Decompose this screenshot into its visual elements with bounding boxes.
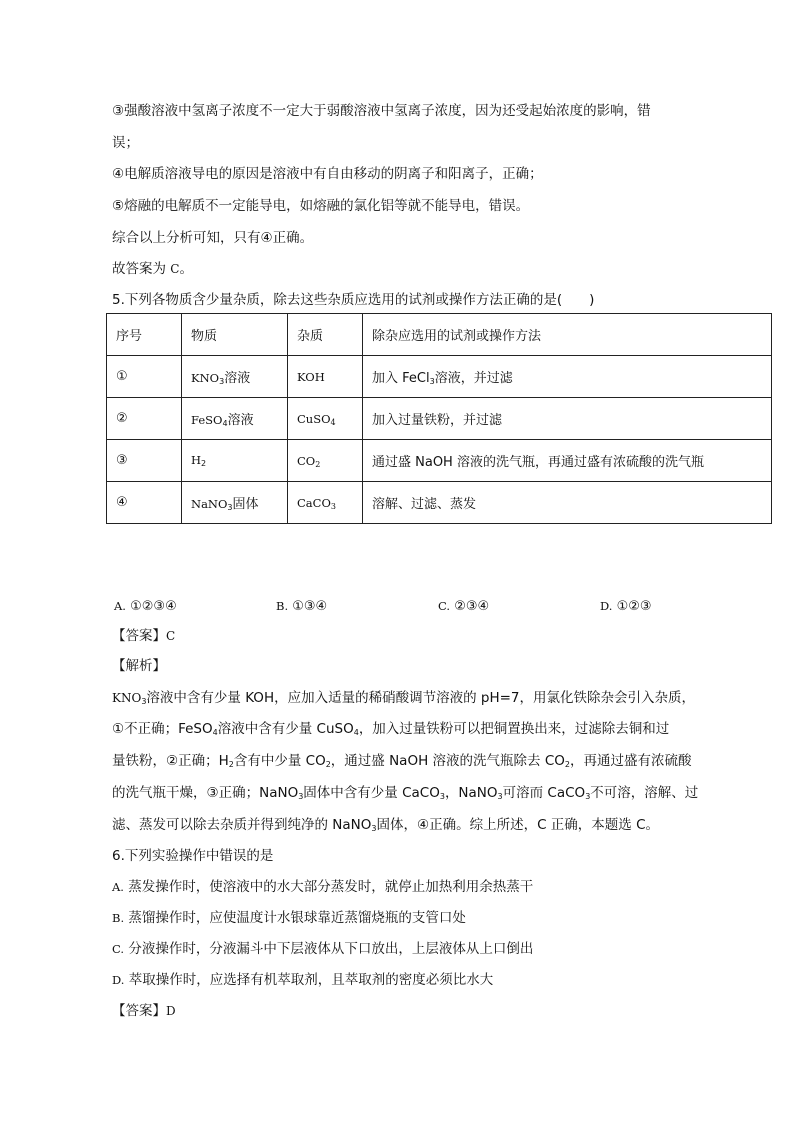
table-row bbox=[107, 482, 772, 524]
row-number: ② bbox=[107, 398, 182, 440]
option-a bbox=[114, 596, 177, 617]
question-6-option-b bbox=[112, 908, 466, 928]
option-c bbox=[438, 596, 489, 617]
row-number: ③ bbox=[107, 440, 182, 482]
impurity-formula: KOH bbox=[297, 369, 325, 384]
question-5-stem: 5.下列各物质含少量杂质，除去这些杂质应选用的试剂或操作方法正确的是( ) bbox=[112, 292, 595, 308]
row-impurity bbox=[288, 440, 363, 482]
option-letter: C. bbox=[112, 942, 125, 956]
row-substance bbox=[182, 398, 288, 440]
substance-formula: FeSO bbox=[191, 413, 223, 427]
analysis-line-3 bbox=[112, 751, 691, 771]
analysis-text: 滤、蒸发可以除去杂质并得到纯净的 NaNO bbox=[112, 817, 372, 833]
row-substance bbox=[182, 356, 288, 398]
analysis-text: 固体中含有少量 CaCO bbox=[303, 785, 440, 801]
subscript: 4 bbox=[212, 728, 218, 737]
answer-value: D bbox=[166, 1004, 176, 1018]
subscript: 3 bbox=[585, 792, 591, 801]
answer-suffix: 。 bbox=[179, 261, 193, 277]
impurity-subscript: 3 bbox=[330, 501, 336, 511]
analysis-text: ，NaNO bbox=[444, 785, 498, 801]
subscript: 2 bbox=[325, 760, 331, 769]
analysis-text: 可溶而 CaCO bbox=[502, 785, 586, 801]
analysis-line-2 bbox=[112, 719, 669, 739]
table-header-row bbox=[107, 314, 772, 356]
method-text: 溶解、过滤、蒸发 bbox=[372, 497, 477, 512]
analysis-text: ①不正确；FeSO bbox=[112, 721, 213, 737]
analysis-text: ，通过盛 NaOH 溶液的洗气瓶除去 CO bbox=[330, 753, 565, 769]
question-6-stem: 6.下列实验操作中错误的是 bbox=[112, 848, 274, 864]
row-impurity bbox=[288, 356, 363, 398]
impurity-formula: CO bbox=[297, 453, 316, 468]
option-text: ①②③ bbox=[616, 599, 652, 614]
analysis-text: 不可溶，溶解、过 bbox=[590, 785, 699, 801]
analysis-line-4 bbox=[112, 783, 698, 803]
table-row bbox=[107, 440, 772, 482]
analysis-text: 固体，④正确。综上所述，C 正确，本题选 C。 bbox=[376, 817, 660, 833]
option-text: 蒸馏操作时，应使温度计水银球靠近蒸馏烧瓶的支管口处 bbox=[128, 910, 466, 926]
answer-line bbox=[112, 259, 193, 279]
subscript: 2 bbox=[228, 760, 234, 769]
method-text: 加入过量铁粉，并过滤 bbox=[372, 413, 503, 428]
subscript: 3 bbox=[439, 792, 445, 801]
impurity-formula: CuSO bbox=[297, 411, 331, 426]
subscript: 2 bbox=[564, 760, 570, 769]
analysis-line-5 bbox=[112, 815, 659, 835]
method-text: 通过盛 NaOH 溶液的洗气瓶，再通过盛有浓硫酸的洗气瓶 bbox=[372, 455, 704, 470]
analysis-text: 的洗气瓶干燥，③正确；NaNO bbox=[112, 785, 299, 801]
substance-formula: H bbox=[191, 453, 202, 467]
explanation-line-4: ④电解质溶液导电的原因是溶液中有自由移动的阴离子和阳离子，正确； bbox=[112, 166, 543, 182]
option-text: 萃取操作时，应选择有机萃取剂，且萃取剂的密度必须比水大 bbox=[128, 972, 494, 988]
option-b bbox=[276, 596, 327, 617]
question-6-option-c bbox=[112, 939, 533, 959]
row-method bbox=[363, 482, 772, 524]
formula: KNO bbox=[112, 691, 142, 705]
answer-value: C bbox=[166, 629, 176, 643]
substance-tail: 溶液 bbox=[224, 371, 251, 386]
option-letter: B. bbox=[112, 911, 125, 925]
header-substance: 物质 bbox=[182, 314, 288, 356]
method-text-tail: 溶液，并过滤 bbox=[434, 371, 513, 386]
option-letter: A. bbox=[112, 880, 124, 894]
question-5-answer bbox=[112, 626, 175, 646]
analysis-text: ，再通过盛有浓硫酸 bbox=[569, 753, 692, 769]
question-5-table bbox=[106, 313, 772, 524]
substance-formula: NaNO bbox=[191, 497, 228, 511]
option-text: 分液操作时，分液漏斗中下层液体从下口放出，上层液体从上口倒出 bbox=[128, 941, 534, 957]
option-letter: B. bbox=[276, 599, 289, 613]
substance-subscript: 3 bbox=[227, 503, 233, 512]
option-letter: D. bbox=[600, 599, 613, 613]
summary-line: 综合以上分析可知，只有④正确。 bbox=[112, 230, 314, 246]
option-text: ①②③④ bbox=[130, 599, 177, 614]
method-subscript: 3 bbox=[429, 377, 435, 386]
option-text: ②③④ bbox=[454, 599, 490, 614]
subscript: 3 bbox=[371, 824, 377, 833]
row-substance bbox=[182, 440, 288, 482]
option-letter: A. bbox=[114, 599, 126, 613]
table-row bbox=[107, 398, 772, 440]
question-5-analysis-label: 【解析】 bbox=[112, 658, 166, 674]
subscript: 3 bbox=[497, 792, 503, 801]
option-letter: D. bbox=[112, 973, 125, 987]
analysis-text: 含有中少量 CO bbox=[233, 753, 326, 769]
row-method bbox=[363, 398, 772, 440]
substance-subscript: 3 bbox=[219, 377, 225, 386]
explanation-line-3a: ③强酸溶液中氢离子浓度不一定大于弱酸溶液中氢离子浓度，因为还受起始浓度的影响，错 bbox=[112, 103, 651, 119]
answer-prefix: 故答案为 bbox=[112, 261, 166, 277]
row-method bbox=[363, 356, 772, 398]
row-number: ① bbox=[107, 356, 182, 398]
explanation-line-3b: 误； bbox=[112, 135, 139, 151]
analysis-text: 量铁粉，②正确；H bbox=[112, 753, 229, 769]
analysis-text: 溶液中含有少量 CuSO bbox=[217, 721, 354, 737]
analysis-line-1 bbox=[112, 688, 695, 708]
explanation-line-5: ⑤熔融的电解质不一定能导电，如熔融的氯化铝等就不能导电，错误。 bbox=[112, 198, 530, 214]
question-6-option-a bbox=[112, 877, 533, 897]
option-d bbox=[600, 596, 652, 617]
substance-formula: KNO bbox=[191, 371, 220, 385]
question-6-option-d bbox=[112, 970, 493, 990]
option-letter: C. bbox=[438, 599, 451, 613]
row-impurity bbox=[288, 482, 363, 524]
row-number: ④ bbox=[107, 482, 182, 524]
substance-tail: 固体 bbox=[232, 497, 259, 512]
subscript: 3 bbox=[141, 697, 147, 706]
impurity-subscript: 4 bbox=[330, 417, 336, 427]
header-number: 序号 bbox=[107, 314, 182, 356]
header-method: 除杂应选用的试剂或操作方法 bbox=[363, 314, 772, 356]
answer-letter: C bbox=[170, 262, 180, 276]
table-row bbox=[107, 356, 772, 398]
method-text: 加入 FeCl bbox=[372, 371, 430, 386]
impurity-subscript: 2 bbox=[315, 459, 321, 469]
substance-subscript: 2 bbox=[201, 459, 207, 468]
question-6-answer bbox=[112, 1001, 176, 1021]
row-impurity bbox=[288, 398, 363, 440]
option-text: ①③④ bbox=[292, 599, 328, 614]
answer-label: 【答案】 bbox=[112, 628, 166, 644]
option-text: 蒸发操作时，使溶液中的水大部分蒸发时，就停止加热利用余热蒸干 bbox=[128, 879, 534, 895]
row-substance bbox=[182, 482, 288, 524]
impurity-formula: CaCO bbox=[297, 495, 331, 510]
subscript: 3 bbox=[298, 792, 304, 801]
substance-subscript: 4 bbox=[222, 419, 228, 428]
subscript: 4 bbox=[353, 728, 359, 737]
row-method bbox=[363, 440, 772, 482]
header-impurity: 杂质 bbox=[288, 314, 363, 356]
analysis-text: 溶液中含有少量 KOH，应加入适量的稀硝酸调节溶液的 pH=7，用氯化铁除杂会引入杂质， bbox=[146, 690, 696, 706]
answer-label: 【答案】 bbox=[112, 1003, 166, 1019]
substance-tail: 溶液 bbox=[227, 413, 254, 428]
analysis-text: ，加入过量铁粉可以把铜置换出来，过滤除去铜和过 bbox=[358, 721, 670, 737]
